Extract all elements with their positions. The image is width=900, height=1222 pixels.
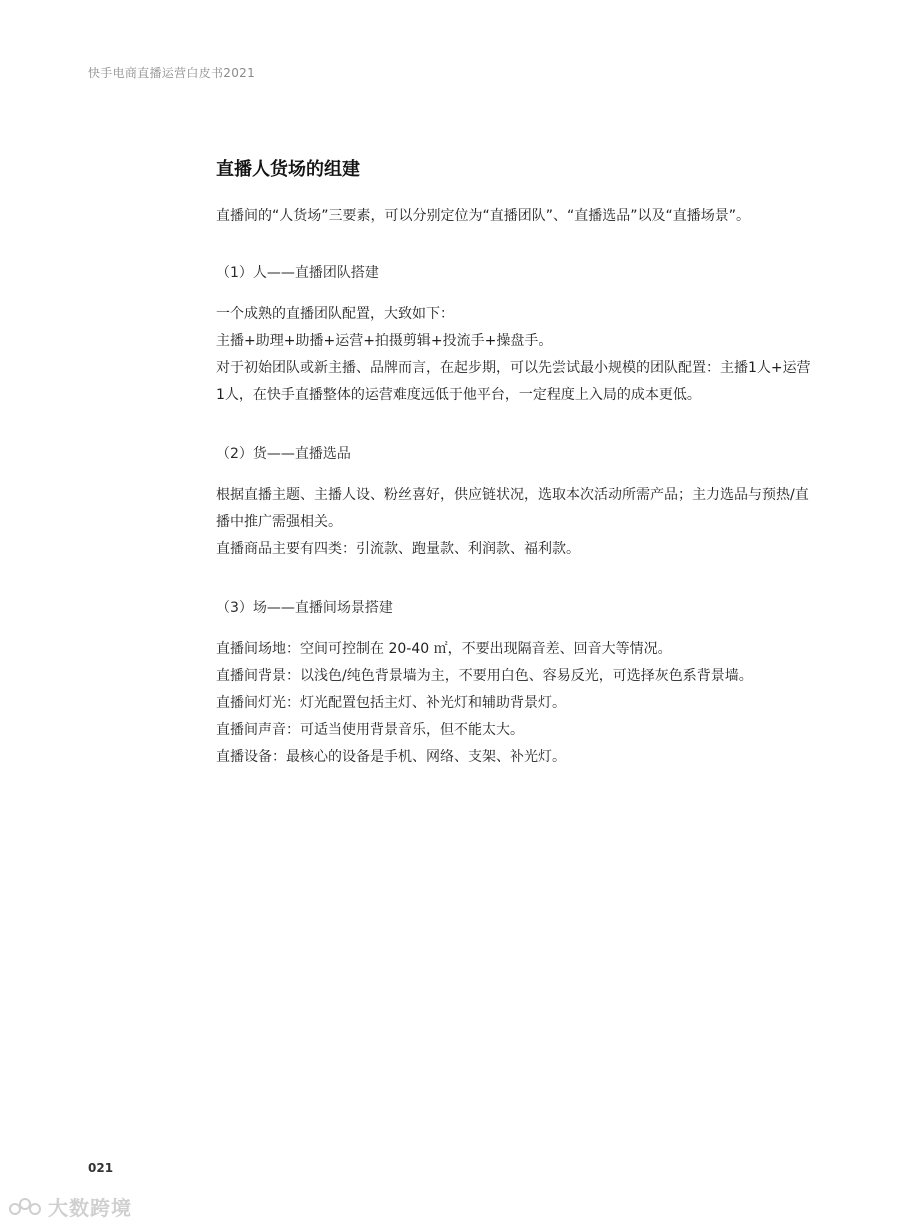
paragraph-line: 根据直播主题、主播人设、粉丝喜好，供应链状况，选取本次活动所需产品；主力选品与预热/直播中推广需强相关。 [216,487,809,530]
paragraph-line: 直播间背景：以浅色/纯色背景墙为主，不要用白色、容易反光，可选择灰色系背景墙。 [216,668,753,684]
paragraph-line: 直播间灯光：灯光配置包括主灯、补光灯和辅助背景灯。 [216,695,566,711]
paragraph-line: 直播间声音：可适当使用背景音乐，但不能太大。 [216,722,524,738]
section-heading: （2）货——直播选品 [216,446,351,462]
page-number: 021 [88,1161,114,1175]
section-venue [216,595,816,771]
section-people [216,260,816,409]
intro-paragraph: 直播间的“人货场”三要素，可以分别定位为“直播团队”、“直播选品”以及“直播场景”。 [216,208,751,224]
paragraph-line: 直播设备：最核心的设备是手机、网络、支架、补光灯。 [216,749,566,765]
section-heading: （3）场——直播间场景搭建 [216,600,393,616]
paragraph-line: 主播+助理+助播+运营+拍摄剪辑+投流手+操盘手。 [216,333,553,349]
brand-logo-icon [8,1195,42,1219]
paragraph-line: 直播商品主要有四类：引流款、跑量款、利润款、福利款。 [216,541,580,557]
section-heading: （1）人——直播团队搭建 [216,265,379,281]
paragraph-line: 一个成熟的直播团队配置，大致如下： [216,306,454,322]
document-header: 快手电商直播运营白皮书2021 [88,66,256,80]
paragraph-line: 直播间场地：空间可控制在 20-40 ㎡，不要出现隔音差、回音大等情况。 [216,641,672,657]
paragraph-line: 对于初始团队或新主播、品牌而言，在起步期，可以先尝试最小规模的团队配置：主播1人+运营1人，在快手直播整体的运营难度远低于他平台，一定程度上入局的成本更低。 [216,360,811,403]
section-goods [216,441,816,563]
watermark [8,1192,132,1221]
section-title: 直播人货场的组建 [216,159,360,180]
main-content [216,155,816,803]
watermark-text: 大数跨境 [48,1196,132,1220]
